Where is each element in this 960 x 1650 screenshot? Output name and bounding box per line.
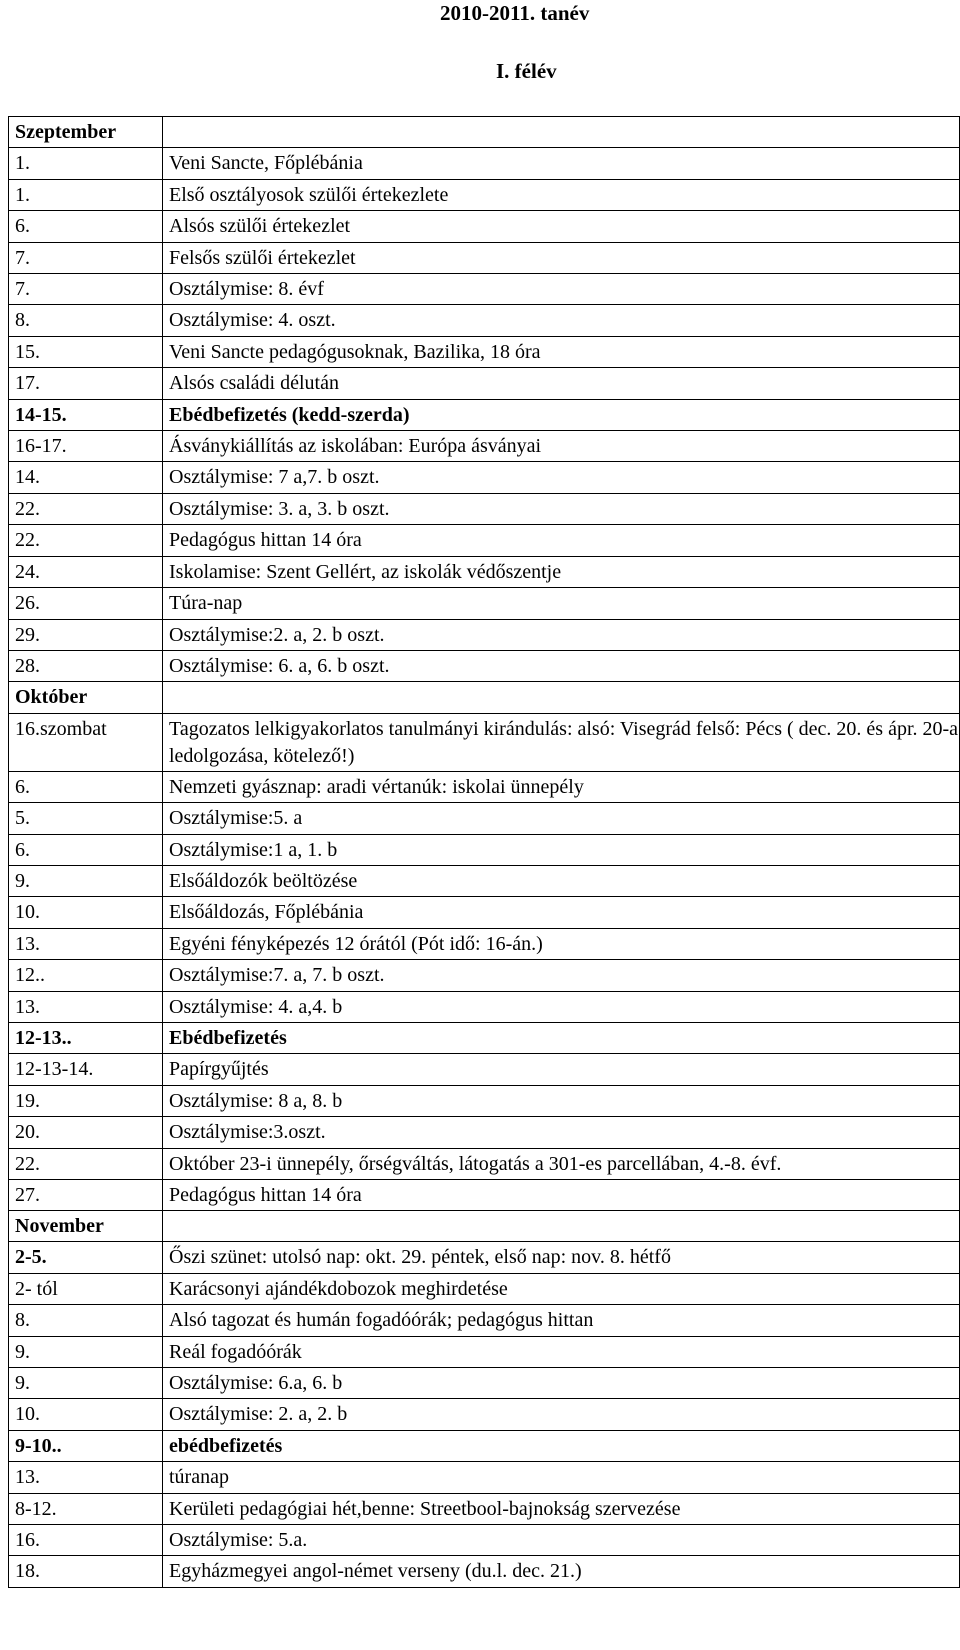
schedule-row: [9, 1085, 960, 1116]
event-date: 7.: [9, 242, 163, 273]
schedule-row: [9, 1525, 960, 1556]
event-description: Osztálymise:5. a: [163, 803, 960, 834]
event-date: 15.: [9, 336, 163, 367]
schedule-row: [9, 1399, 960, 1430]
schedule-row: [9, 1117, 960, 1148]
event-date: 17.: [9, 368, 163, 399]
month-label: Szeptember: [9, 117, 163, 148]
event-description: Papírgyűjtés: [163, 1054, 960, 1085]
event-date: 16.: [9, 1525, 163, 1556]
event-description: Osztálymise: 7 a,7. b oszt.: [163, 462, 960, 493]
event-description: Osztálymise: 8 a, 8. b: [163, 1085, 960, 1116]
document-title: 2010-2011. tanév: [440, 1, 590, 25]
schedule-row: [9, 1556, 960, 1587]
event-description: Osztálymise: 5.a.: [163, 1525, 960, 1556]
month-label: Október: [9, 682, 163, 713]
event-date: 26.: [9, 588, 163, 619]
schedule-row: [9, 897, 960, 928]
event-description: Egyéni fényképezés 12 órától (Pót idő: 16-án.): [163, 928, 960, 959]
schedule-row: [9, 1273, 960, 1304]
event-date: 12..: [9, 960, 163, 991]
schedule-row: [9, 1148, 960, 1179]
schedule-row: [9, 211, 960, 242]
event-date: 16.szombat: [9, 713, 163, 771]
event-date: 9.: [9, 865, 163, 896]
event-description: Ebédbefizetés: [163, 1022, 960, 1053]
schedule-row: [9, 336, 960, 367]
event-date: 13.: [9, 991, 163, 1022]
schedule-row: [9, 274, 960, 305]
event-description: Osztálymise: 4. oszt.: [163, 305, 960, 336]
event-description: Reál fogadóórák: [163, 1336, 960, 1367]
event-date: 22.: [9, 1148, 163, 1179]
schedule-row: [9, 1462, 960, 1493]
schedule-body: [9, 117, 960, 1588]
schedule-row: [9, 493, 960, 524]
schedule-row: [9, 556, 960, 587]
event-description: Kerületi pedagógiai hét,benne: Streetbool-bajnokság szervezése: [163, 1493, 960, 1524]
event-description: ebédbefizetés: [163, 1430, 960, 1461]
schedule-row: [9, 771, 960, 802]
event-description: Túra-nap: [163, 588, 960, 619]
event-date: 20.: [9, 1117, 163, 1148]
month-label: November: [9, 1211, 163, 1242]
event-description: Osztálymise: 4. a,4. b: [163, 991, 960, 1022]
schedule-row: [9, 928, 960, 959]
event-description: Első osztályosok szülői értekezlete: [163, 179, 960, 210]
event-date: 6.: [9, 834, 163, 865]
schedule-row: [9, 1430, 960, 1461]
schedule-row: [9, 650, 960, 681]
event-date: 16-17.: [9, 431, 163, 462]
event-description: Iskolamise: Szent Gellért, az iskolák védőszentje: [163, 556, 960, 587]
event-date: 29.: [9, 619, 163, 650]
schedule-row: [9, 368, 960, 399]
schedule-row: [9, 1242, 960, 1273]
event-description: [163, 117, 960, 148]
event-description: Osztálymise: 3. a, 3. b oszt.: [163, 493, 960, 524]
schedule-row: [9, 179, 960, 210]
schedule-table: [8, 116, 960, 1588]
event-date: 6.: [9, 771, 163, 802]
event-description: Osztálymise:7. a, 7. b oszt.: [163, 960, 960, 991]
event-description: túranap: [163, 1462, 960, 1493]
event-description: Elsőáldozás, Főplébánia: [163, 897, 960, 928]
schedule-row: [9, 588, 960, 619]
schedule-row: [9, 242, 960, 273]
event-date: 13.: [9, 1462, 163, 1493]
schedule-row: [9, 462, 960, 493]
event-date: 5.: [9, 803, 163, 834]
event-description: Osztálymise: 8. évf: [163, 274, 960, 305]
month-header-row: [9, 1211, 960, 1242]
schedule-row: [9, 619, 960, 650]
event-date: 9-10..: [9, 1430, 163, 1461]
schedule-row: [9, 1179, 960, 1210]
event-date: 1.: [9, 179, 163, 210]
event-date: 2- tól: [9, 1273, 163, 1304]
event-description: Pedagógus hittan 14 óra: [163, 1179, 960, 1210]
event-date: 12-13..: [9, 1022, 163, 1053]
event-date: 13.: [9, 928, 163, 959]
event-description: [163, 682, 960, 713]
event-date: 8.: [9, 1305, 163, 1336]
schedule-row: [9, 1493, 960, 1524]
event-date: 7.: [9, 274, 163, 305]
event-description: Osztálymise: 2. a, 2. b: [163, 1399, 960, 1430]
event-date: 14-15.: [9, 399, 163, 430]
event-date: 9.: [9, 1336, 163, 1367]
schedule-row: [9, 305, 960, 336]
event-date: 12-13-14.: [9, 1054, 163, 1085]
event-date: 8.: [9, 305, 163, 336]
event-description: Elsőáldozók beöltözése: [163, 865, 960, 896]
schedule-row: [9, 1305, 960, 1336]
event-description: Alsó tagozat és humán fogadóórák; pedagógus hittan: [163, 1305, 960, 1336]
event-date: 8-12.: [9, 1493, 163, 1524]
schedule-row: [9, 1054, 960, 1085]
event-description: Karácsonyi ajándékdobozok meghirdetése: [163, 1273, 960, 1304]
event-description: Osztálymise:2. a, 2. b oszt.: [163, 619, 960, 650]
event-description: Október 23-i ünnepély, őrségváltás, látogatás a 301-es parcellában, 4.-8. évf.: [163, 1148, 960, 1179]
event-description: Alsós családi délután: [163, 368, 960, 399]
event-description: Nemzeti gyásznap: aradi vértanúk: iskolai ünnepély: [163, 771, 960, 802]
month-header-row: [9, 682, 960, 713]
schedule-row: [9, 960, 960, 991]
schedule-row: [9, 991, 960, 1022]
event-date: 10.: [9, 1399, 163, 1430]
event-description: Egyházmegyei angol-német verseny (du.l. dec. 21.): [163, 1556, 960, 1587]
event-date: 28.: [9, 650, 163, 681]
schedule-row: [9, 399, 960, 430]
event-date: 6.: [9, 211, 163, 242]
event-description: Osztálymise:3.oszt.: [163, 1117, 960, 1148]
event-date: 2-5.: [9, 1242, 163, 1273]
event-description: Ásványkiállítás az iskolában: Európa ásványai: [163, 431, 960, 462]
schedule-row: [9, 834, 960, 865]
event-date: 19.: [9, 1085, 163, 1116]
event-date: 14.: [9, 462, 163, 493]
event-date: 24.: [9, 556, 163, 587]
event-description: Osztálymise:1 a, 1. b: [163, 834, 960, 865]
schedule-row: [9, 865, 960, 896]
schedule-row: [9, 525, 960, 556]
event-description: Osztálymise: 6.a, 6. b: [163, 1368, 960, 1399]
event-description: Veni Sancte pedagógusoknak, Bazilika, 18 óra: [163, 336, 960, 367]
event-date: 1.: [9, 148, 163, 179]
event-date: 22.: [9, 493, 163, 524]
document-subtitle: I. félév: [496, 59, 557, 83]
schedule-row: [9, 713, 960, 771]
event-description: Veni Sancte, Főplébánia: [163, 148, 960, 179]
event-description: Pedagógus hittan 14 óra: [163, 525, 960, 556]
event-date: 10.: [9, 897, 163, 928]
event-description: Alsós szülői értekezlet: [163, 211, 960, 242]
schedule-row: [9, 148, 960, 179]
event-description: Osztálymise: 6. a, 6. b oszt.: [163, 650, 960, 681]
schedule-row: [9, 1022, 960, 1053]
schedule-row: [9, 803, 960, 834]
schedule-row: [9, 1336, 960, 1367]
schedule-row: [9, 1368, 960, 1399]
event-description: Ebédbefizetés (kedd-szerda): [163, 399, 960, 430]
event-date: 9.: [9, 1368, 163, 1399]
event-description: Őszi szünet: utolsó nap: okt. 29. péntek, első nap: nov. 8. hétfő: [163, 1242, 960, 1273]
schedule-row: [9, 431, 960, 462]
event-date: 27.: [9, 1179, 163, 1210]
event-description: Tagozatos lelkigyakorlatos tanulmányi kirándulás: alsó: Visegrád felső: Pécs ( dec. 20. és ápr. 20-a ledolgozása, kötelező!): [163, 713, 960, 771]
event-date: 18.: [9, 1556, 163, 1587]
event-description: Felsős szülői értekezlet: [163, 242, 960, 273]
month-header-row: [9, 117, 960, 148]
event-description: [163, 1211, 960, 1242]
event-date: 22.: [9, 525, 163, 556]
